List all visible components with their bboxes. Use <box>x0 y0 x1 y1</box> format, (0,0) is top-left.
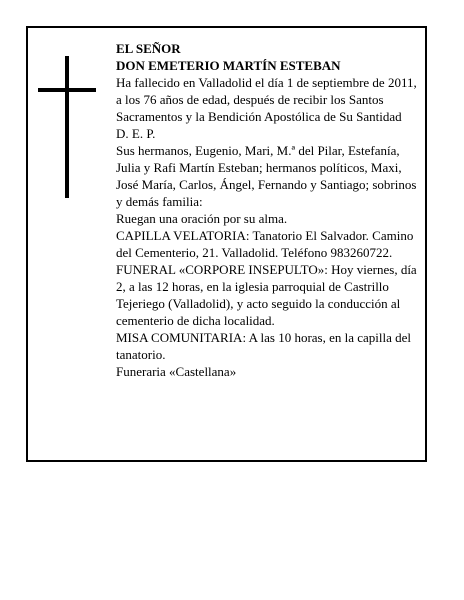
mass-info: MISA COMUNITARIA: A las 10 horas, en la capilla del tanatorio. <box>116 330 412 362</box>
funeral-info: FUNERAL «CORPORE INSEPULTO»: Hoy viernes, día 2, a las 12 horas, en la iglesia parroquial de Castrillo Tejeriego (Valladolid), y acto seguido la conducción al cementerio de dicha localidad. <box>116 262 417 328</box>
family-list: Sus hermanos, Eugenio, Mari, M.ª del Pilar, Estefanía, Julia y Rafi Martín Esteban; hermanos políticos, Maxi, José María, Carlos, Ángel, Fernando y Santiago; sobrinos y demás familia: <box>116 143 417 209</box>
latin-cross-icon <box>38 56 96 198</box>
cross-vertical-bar <box>65 56 69 198</box>
obituary-notice <box>26 26 427 462</box>
notice-text <box>116 40 422 380</box>
chapel-info: CAPILLA VELATORIA: Tanatorio El Salvador. Camino del Cementerio, 21. Valladolid. Teléfono 983260722. <box>116 228 414 260</box>
cross-horizontal-bar <box>38 88 96 92</box>
death-announcement: Ha fallecido en Valladolid el día 1 de septiembre de 2011, a los 76 años de edad, después de recibir los Santos Sacramentos y la Bendición Apostólica de Su Santidad <box>116 75 417 124</box>
dep-abbreviation: D. E. P. <box>116 126 156 141</box>
deceased-name: DON EMETERIO MARTÍN ESTEBAN <box>116 58 341 73</box>
funeral-home: Funeraria «Castellana» <box>116 364 237 379</box>
notice-title: EL SEÑOR <box>116 41 181 56</box>
prayer-request: Ruegan una oración por su alma. <box>116 211 288 226</box>
